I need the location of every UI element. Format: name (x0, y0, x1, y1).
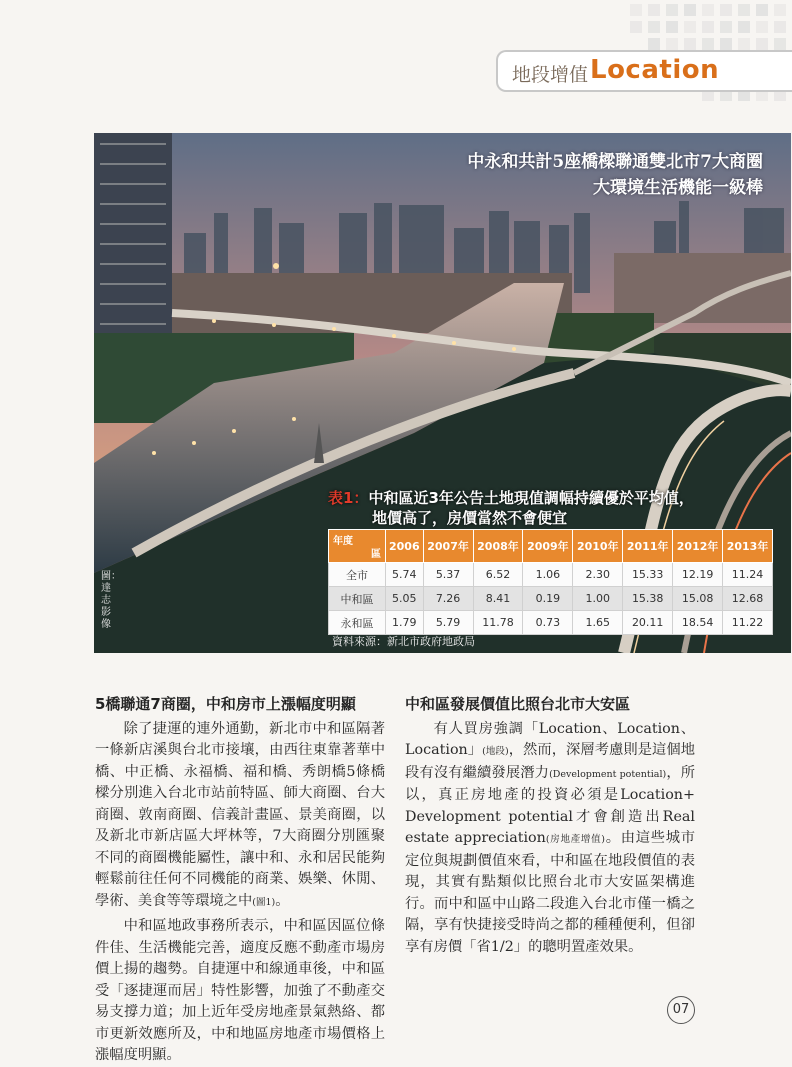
year-header: 2011年 (623, 530, 673, 563)
year-header: 2007年 (423, 530, 473, 563)
year-header: 2009年 (523, 530, 573, 563)
table-cell: 11.24 (723, 563, 773, 587)
table-cell: 12.19 (673, 563, 723, 587)
grid-square (630, 4, 642, 16)
table-cell: 7.26 (423, 587, 473, 611)
row-district: 永和區 (329, 611, 386, 635)
year-header: 2006 (386, 530, 424, 563)
grid-square (648, 4, 660, 16)
note-appreciation: (房地產增值) (545, 834, 606, 845)
table-cell: 5.79 (423, 611, 473, 635)
table-source: 資料來源：新北市政府地政局 (332, 635, 475, 648)
section-title-zh: 地段增值 (512, 64, 589, 86)
article-column-left (95, 694, 385, 1067)
note-development: (Development potential) (549, 768, 667, 780)
grid-square (756, 4, 768, 16)
photo-credit: 圖：達志影像 (101, 571, 121, 630)
grid-square (684, 38, 696, 50)
grid-square (702, 4, 714, 16)
city-bridge-photo (94, 133, 791, 653)
grid-square (738, 4, 750, 16)
section-heading-1: 5橋聯通7商圈，中和房市上漲幅度明顯 (95, 695, 356, 713)
table-cell: 15.33 (623, 563, 673, 587)
table-header-row (329, 530, 773, 563)
grid-square (684, 4, 696, 16)
year-header: 2008年 (473, 530, 523, 563)
table-row (329, 587, 773, 611)
row-district: 中和區 (329, 587, 386, 611)
grid-square (756, 38, 768, 50)
table-row (329, 611, 773, 635)
grid-square (720, 38, 732, 50)
table-cell: 1.65 (573, 611, 623, 635)
paragraph-2: 中和區地政事務所表示，中和區因區位條件佳、生活機能完善，適度反應不動產市場房價上揚的趨勢。自捷運中和線通車後，中和區受「逐捷運而居」特性影響，加強了不動產交易支撐力道；加上近年受房地產景氣熱絡、都市更新效應所及，中和地區房地產市場價格上漲幅度明顯。 (95, 918, 385, 1063)
paragraph-3a: 有人買房強調「Location、Location、Location」 (405, 720, 695, 758)
table-corner-header (329, 530, 386, 563)
table-cell: 18.54 (673, 611, 723, 635)
row-district: 全市 (329, 563, 386, 587)
table-cell: 8.41 (473, 587, 523, 611)
table-title-line2: 地價高了，房價當然不會便宜 (372, 509, 568, 527)
paragraph-1-end: 。 (275, 892, 290, 909)
photo-headline-line2: 大環境生活機能一級棒 (593, 178, 763, 198)
table-cell: 12.68 (723, 587, 773, 611)
grid-square (720, 4, 732, 16)
table-cell: 20.11 (623, 611, 673, 635)
table-title-line1: 中和區近3年公告土地現值調幅持續優於平均值， (368, 489, 694, 507)
grid-square (666, 38, 678, 50)
table-title (328, 488, 694, 528)
paragraph-1-text: 除了捷運的連外通勤，新北市中和區隔著一條新店溪與台北市接壤，由西往東靠著華中橋、中正橋、永福橋、福和橋、秀朗橋5條橋樑分別進入台北市站前特區、師大商圈、台大商圈、敦南商圈、信義計畫區、景美商圈，以及新北市新店區大坪林等，7大商圈分別匯聚不同的商圈機能屬性，讓中和、永和居民能夠輕鬆前往任何不同機能的商業、娛樂、休閒、學術、美食等等環境之中 (95, 720, 385, 909)
grid-square (630, 21, 642, 33)
table-cell: 15.08 (673, 587, 723, 611)
table-cell: 0.19 (523, 587, 573, 611)
section-title-en: Location (590, 55, 720, 85)
grid-square (738, 38, 750, 50)
grid-square (702, 21, 714, 33)
table-cell: 5.05 (386, 587, 424, 611)
grid-square (756, 21, 768, 33)
year-header: 2012年 (673, 530, 723, 563)
grid-square (666, 4, 678, 16)
table-row (329, 563, 773, 587)
year-header: 2013年 (723, 530, 773, 563)
grid-square (648, 38, 660, 50)
table-cell: 2.30 (573, 563, 623, 587)
photo-headline-line1: 中永和共計5座橋樑聯通雙北市7大商圈 (467, 152, 763, 172)
table-label: 表1： (328, 489, 369, 507)
grid-square (774, 4, 786, 16)
grid-square (666, 21, 678, 33)
corner-district-label: 區 (371, 549, 381, 560)
article-column-right (405, 694, 695, 958)
grid-square (774, 21, 786, 33)
table-cell: 1.79 (386, 611, 424, 635)
note-location: (地段) (482, 746, 509, 757)
grid-square (720, 21, 732, 33)
paragraph-3c: ，所以，真正房地產的投資必須是Location+ Development potential才會創造出Real estate appreciation (405, 764, 696, 846)
section-heading-2: 中和區發展價值比照台北市大安區 (405, 695, 631, 713)
paragraph-3 (405, 719, 695, 959)
table-cell: 15.38 (623, 587, 673, 611)
table-cell: 1.06 (523, 563, 573, 587)
table-cell: 5.37 (423, 563, 473, 587)
paragraph-3d: 。由這些城市定位與規劃價值來看，中和區在地段價值的表現，其實有點類似比照台北市大安區架構進行。而中和區中山路二段進入台北市僅一橋之隔，享有快捷接受時尚之都的種種便利，但卻享有房價「省1/2」的聰明置產效果。 (405, 830, 696, 955)
paragraph-1 (95, 719, 385, 914)
table-cell: 0.73 (523, 611, 573, 635)
year-header: 2010年 (573, 530, 623, 563)
paragraph-3b: ，然而，深層考慮則是這個地段有沒有繼續發展潛力 (405, 742, 696, 781)
page-number: 07 (667, 996, 695, 1024)
table-cell: 11.22 (723, 611, 773, 635)
grid-square (774, 38, 786, 50)
figure-reference: (圖1) (252, 896, 276, 908)
grid-square (648, 21, 660, 33)
table-cell: 1.00 (573, 587, 623, 611)
table-cell: 11.78 (473, 611, 523, 635)
section-tag (496, 50, 792, 92)
land-value-table (328, 529, 773, 635)
table-cell: 6.52 (473, 563, 523, 587)
grid-square (702, 38, 714, 50)
corner-year-label: 年度 (333, 536, 353, 547)
grid-square (738, 21, 750, 33)
grid-square (684, 21, 696, 33)
table-cell: 5.74 (386, 563, 424, 587)
